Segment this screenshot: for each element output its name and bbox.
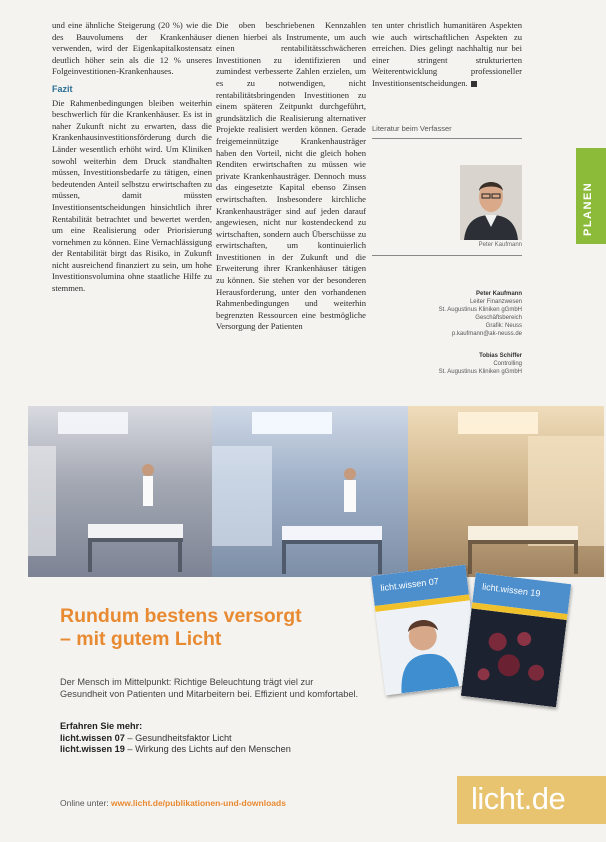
end-mark-icon [471, 81, 477, 87]
licht-de-logo [457, 776, 606, 824]
author-info [390, 290, 522, 338]
author-role: Leiter Finanzwesen [469, 299, 522, 305]
hospital-room-photo [28, 406, 212, 577]
hospital-room-photo [408, 406, 604, 577]
article-paragraph-text: ten unter christlich humanitären Aspekten wie auch wirtschaftlichen Aspekten zu erreichen. Dies gelingt nachhaltig nur bei einer stringent strukturierten Weiterentwicklung professioneller Investitionsentscheidungen. [372, 20, 522, 88]
hospital-room-image [212, 406, 408, 577]
person-icon [460, 165, 522, 240]
author-email[interactable]: p.kaufmann@ak-neuss.de [451, 331, 522, 337]
article-paragraph: Die Rahmenbedingungen bleiben weiterhin beschwerlich für die Krankenhäuser. Es ist in naher Zukunft nicht zu erwarten, dass die Krankenhausinvestitionsförderung durch die Länder wesentlich erhöht wird. Um Kliniken sowohl weiterhin dem Druck standhalten müssen, Investitionsbedarfe zu tätigen, einen bedeutenden Anteil selbstzu erwirtschaften zu müssen, damit müssten Investitionsentscheidungen hinsichtlich ihrer Rentabilität betrachtet und bewertet werden, um eine Realisierung oder Priorisierung vornehmen zu können. Eine Vernachlässigung der Rentabilität birgt das Risiko, in Zukunft nicht ausreichend finanziert zu sein, um hohe Investitionsvolumina ohne staatliche Hilfe zu stemmen. [52, 97, 212, 294]
coauthor-org: St. Augustinus Kliniken gGmbH [438, 369, 522, 375]
coauthor-name: Tobias Schiffer [479, 353, 522, 359]
learn-more-heading: Erfahren Sie mehr: [60, 721, 143, 731]
article-column-1 [52, 20, 212, 375]
hospital-room-photo [212, 406, 408, 577]
article-paragraph: Die oben beschriebenen Kennzahlen dienen hierbei als Instrumente, um auch einen rentabilitätsschwächeren Investitionen zu identifizieren und zumindest verbesserte Zahlen erzielen, um es zu notwendigen, nicht rentabilitätsbringenden Investitionen zu einem späteren Zeitpunkt durchgeführt, grundsätzlich die Realisierung alternativer Projekte realisiert werden können. Gerade freigemeinnützige Krankenhausträger haben den Vorteil, nicht die gleich hohen Renditen erwirtschaften zu müssen wie private Krankenhausträger. Dennoch muss das eingesetzte Kapital ebenso Zinsen erwirtschaften. Insbesondere kirchliche Krankenhausträger sind auf jeden darauf angewiesen, nicht nur kostendeckend zu wirtschaften, sondern auch Überschüsse zu erwirtschaften, um kontinuierlich Investitionen in der Zukunft und die Erweiterung ihrer Krankenhäuser tätigen zu können. Sie stehen vor der besonderen Herausforderung, unter den vorhandenen Rahmenbedingungen und weiterhin begrenzten Ressourcen eine bestmögliche Versorgung der Patienten [216, 20, 366, 332]
article-column-3 [372, 20, 522, 120]
author-line: Grafik: Neuss [485, 323, 522, 329]
author-line: Geschäftsbereich [475, 315, 522, 321]
online-prefix: Online unter: [60, 798, 109, 808]
publication-title: – Gesundheitsfaktor Licht [127, 732, 232, 743]
brochure-cover [461, 573, 571, 708]
divider [372, 255, 522, 256]
section-tab [576, 148, 606, 244]
photo-caption: Peter Kaufmann [478, 242, 522, 248]
publications-link[interactable]: www.licht.de/publikationen-und-downloads [111, 798, 286, 808]
ad-online-link-line [60, 798, 286, 808]
publication-label: licht.wissen 19 [60, 744, 125, 754]
hospital-room-image [28, 406, 212, 577]
divider [372, 138, 522, 139]
publication-title: – Wirkung des Lichts auf den Menschen [127, 744, 291, 754]
logo-text: licht.de [471, 781, 566, 816]
publication-label: licht.wissen 07 [60, 732, 125, 743]
coauthor-info [390, 352, 522, 376]
ad-headline-line: – mit gutem Licht [60, 628, 222, 650]
ad-headline [60, 605, 302, 651]
hospital-room-image [408, 406, 604, 577]
literature-note: Literatur beim Verfasser [372, 124, 452, 133]
cells-image [461, 608, 567, 707]
ad-learn-more [60, 721, 291, 756]
article-column-2 [216, 20, 366, 395]
brochure-title: licht.wissen 07 [379, 576, 440, 594]
author-name: Peter Kaufmann [475, 291, 522, 297]
ad-body: Der Mensch im Mittelpunkt: Richtige Beleuchtung trägt viel zur Gesundheit von Patienten und Mitarbeitern bei. Effizient und komfortabel. [60, 677, 359, 699]
author-photo [460, 165, 522, 240]
article-paragraph: und eine ähnliche Steigerung (20 %) wie die des Bauvolumens der Krankenhäuser verwenden, wird der Eigenkapitalkostensatz deutlich höher sein als die 12 % unseres Folgeinvestitionen-Krankenhauses. [52, 20, 212, 77]
coauthor-role: Controlling [493, 361, 522, 367]
fazit-heading: Fazit [52, 83, 73, 94]
article-paragraph [372, 20, 522, 90]
ad-headline-line: Rundum bestens versorgt [60, 605, 302, 627]
author-org: St. Augustinus Kliniken gGmbH [438, 307, 522, 313]
section-tab-label: PLANEN [582, 181, 594, 236]
brochure-title: licht.wissen 19 [481, 581, 541, 599]
